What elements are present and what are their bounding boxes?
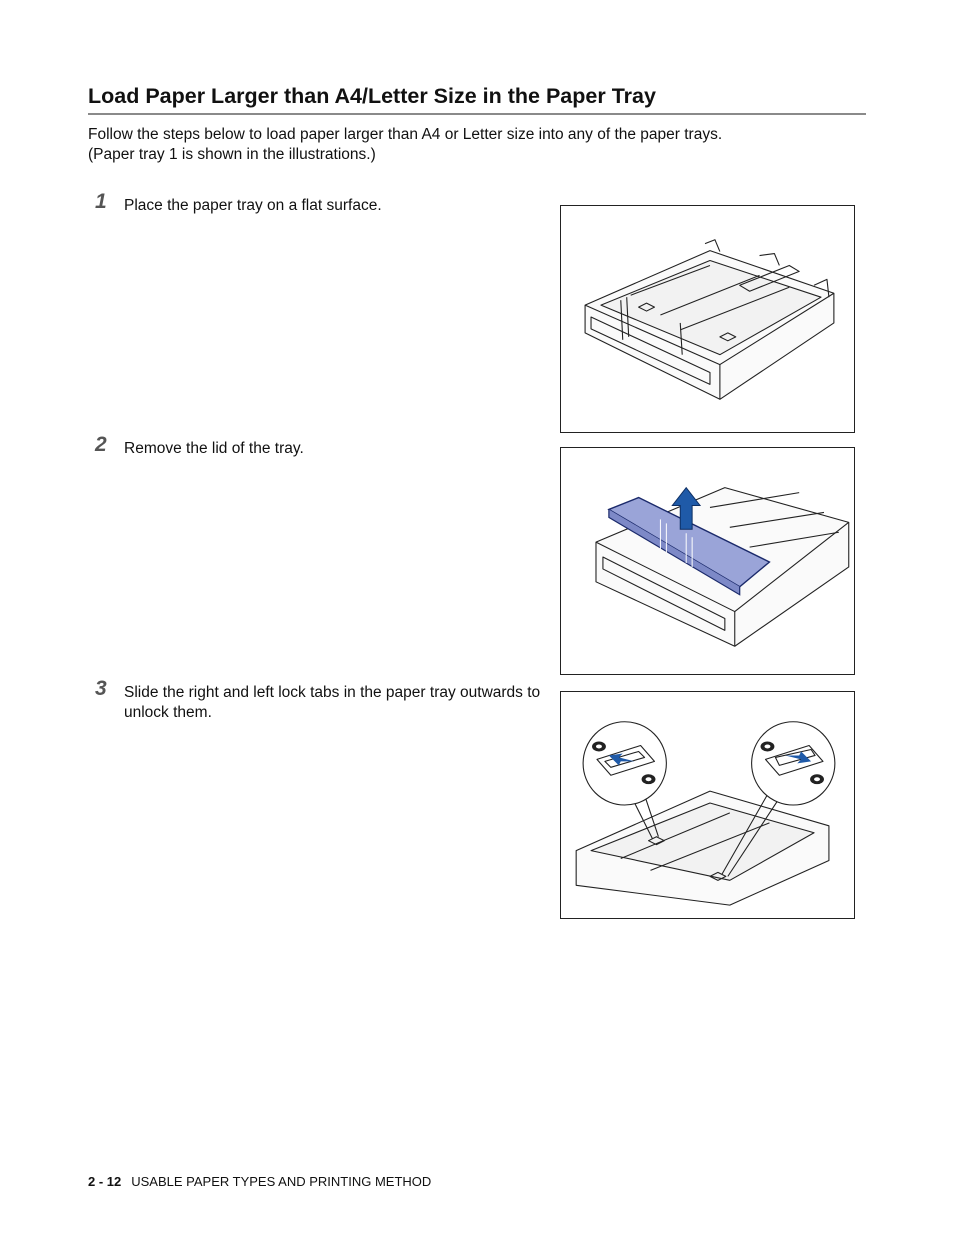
step-2-text: Remove the lid of the tray. — [124, 440, 304, 457]
step-1-text: Place the paper tray on a flat surface. — [124, 197, 382, 214]
step-3-text: Slide the right and left lock tabs in the paper tray outwards to unlock them. — [124, 684, 541, 721]
paper-tray-illustration — [561, 206, 854, 432]
lock-tabs-illustration — [561, 692, 854, 918]
figure-paper-tray — [560, 205, 855, 433]
step-3-number: 3 — [95, 677, 107, 700]
step-1-number: 1 — [95, 190, 107, 213]
step-2-number: 2 — [95, 433, 107, 456]
footer-section: USABLE PAPER TYPES AND PRINTING METHOD — [131, 1174, 432, 1189]
intro-line-1: Follow the steps below to load paper larger than A4 or Letter size into any of the paper trays. — [88, 126, 723, 143]
intro-line-2: (Paper tray 1 is shown in the illustrations.) — [88, 146, 376, 163]
figure-remove-lid — [560, 447, 855, 675]
page-title: Load Paper Larger than A4/Letter Size in the Paper Tray — [88, 84, 656, 108]
figure-lock-tabs — [560, 691, 855, 919]
tray-lid-illustration — [561, 448, 854, 674]
intro-paragraph — [88, 125, 848, 165]
title-rule — [88, 113, 866, 115]
page-footer — [88, 1174, 431, 1190]
page-number: 2 - 12 — [88, 1174, 122, 1189]
